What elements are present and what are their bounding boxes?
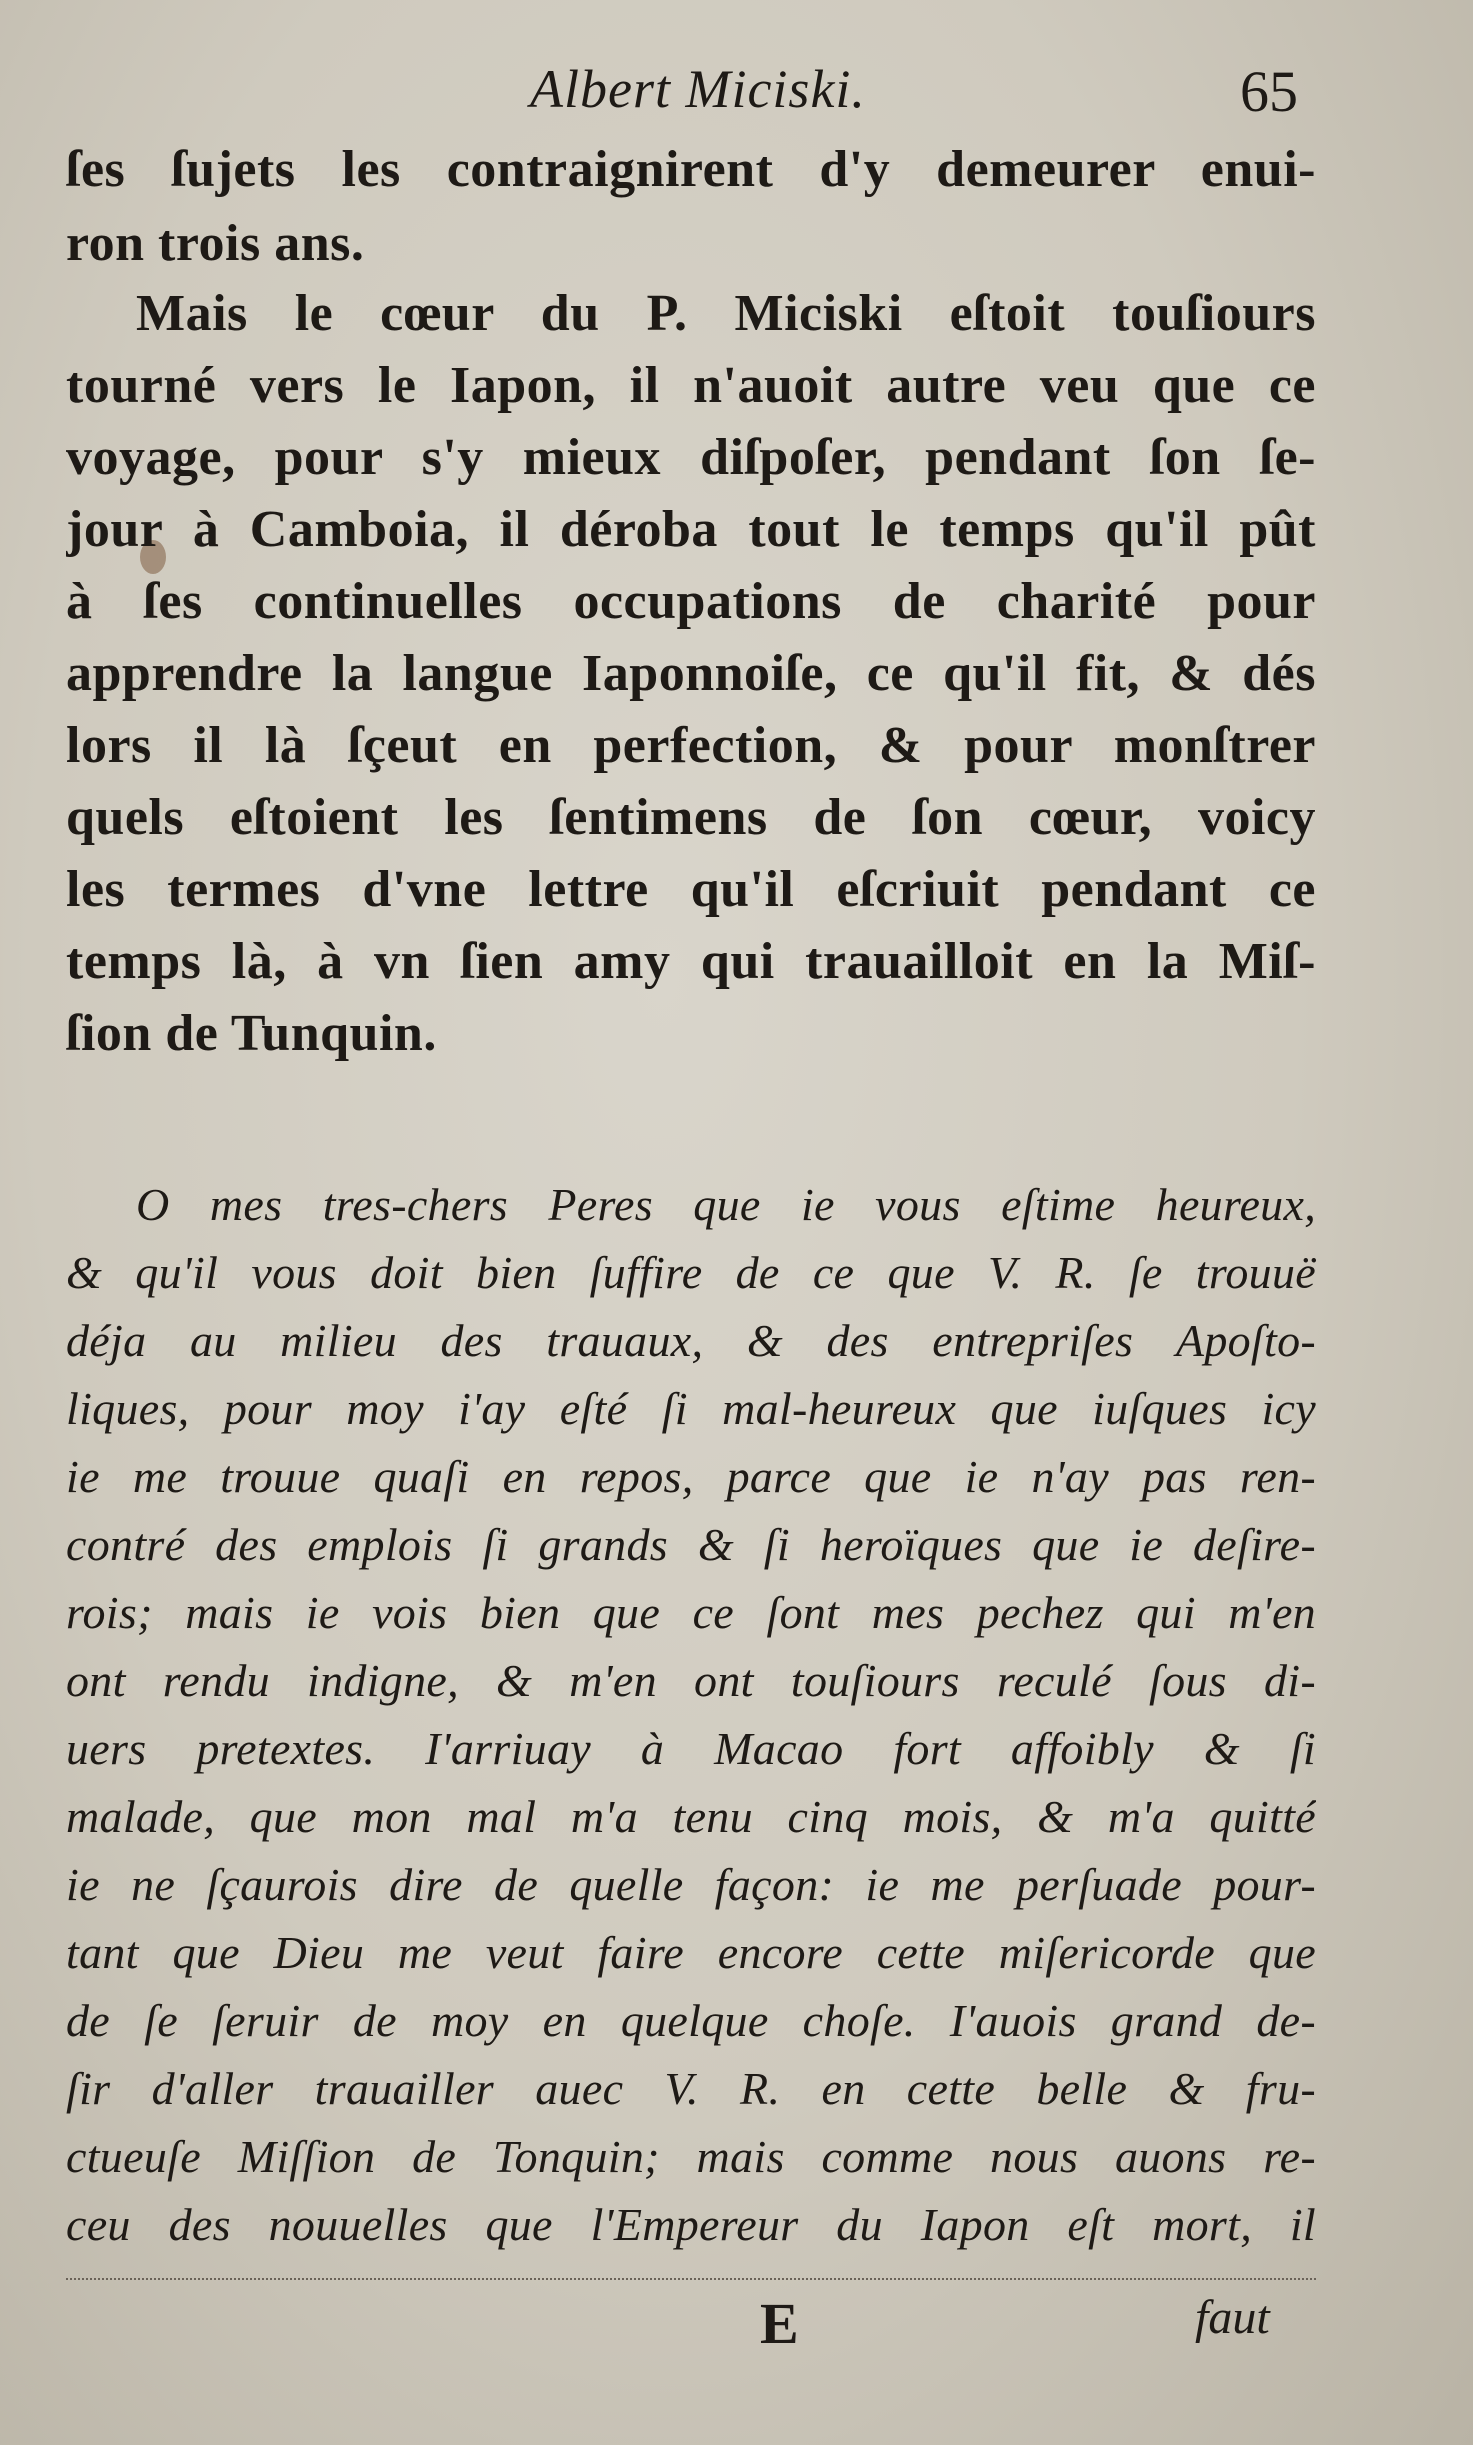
- text-line: jour à Camboia, il déroba tout le temps qu'il pût: [66, 501, 1316, 558]
- text-line: ctueuſe Miſſion de Tonquin; mais comme nous auons re-: [66, 2131, 1316, 2182]
- footer-rule: [66, 2278, 1316, 2280]
- running-title: Albert Miciski.: [530, 59, 866, 119]
- page-header: [0, 58, 1473, 128]
- text-line: ron trois ans.: [66, 215, 365, 272]
- signature-mark: E: [760, 2291, 799, 2356]
- text-line: ie ne ſçaurois dire de quelle façon: ie me perſuade pour-: [66, 1859, 1316, 1910]
- text-line: ſes ſujets les contraignirent d'y demeurer enui-: [66, 141, 1316, 198]
- text-line: quels eſtoient les ſentimens de ſon cœur, voicy: [66, 789, 1316, 846]
- text-line: tant que Dieu me veut faire encore cette miſericorde que: [66, 1927, 1316, 1978]
- page-number: 65: [1240, 59, 1298, 124]
- text-line: ceu des nouuelles que l'Empereur du Iapon eſt mort, il: [66, 2199, 1316, 2250]
- text-line: apprendre la langue Iaponnoiſe, ce qu'il fit, & dés: [66, 645, 1316, 702]
- text-line: uers pretextes. I'arriuay à Macao fort affoibly & ſi: [66, 1723, 1316, 1774]
- text-line: ie me trouue quaſi en repos, parce que ie n'ay pas ren-: [66, 1451, 1316, 1502]
- text-line: lors il là ſçeut en perfection, & pour monſtrer: [66, 717, 1316, 774]
- text-line: ſir d'aller trauailler auec V. R. en cette belle & fru-: [66, 2063, 1316, 2114]
- text-line: à ſes continuelles occupations de charité pour: [66, 573, 1316, 630]
- text-line: liques, pour moy i'ay eſté ſi mal-heureux que iuſques icy: [66, 1383, 1316, 1434]
- text-line: malade, que mon mal m'a tenu cinq mois, & m'a quitté: [66, 1791, 1316, 1842]
- text-line: temps là, à vn ſien amy qui trauailloit en la Miſ-: [66, 933, 1316, 990]
- text-line: tourné vers le Iapon, il n'auoit autre veu que ce: [66, 357, 1316, 414]
- text-line: rois; mais ie vois bien que ce ſont mes pechez qui m'en: [66, 1587, 1316, 1638]
- text-line: contré des emplois ſi grands & ſi heroïques que ie deſire-: [66, 1519, 1316, 1570]
- catchword: faut: [1195, 2291, 1270, 2344]
- text-line: de ſe ſeruir de moy en quelque choſe. I'auois grand de-: [66, 1995, 1316, 2046]
- text-line: déja au milieu des trauaux, & des entrepriſes Apoſto-: [66, 1315, 1316, 1366]
- text-line: & qu'il vous doit bien ſuffire de ce que V. R. ſe trouuë: [66, 1247, 1316, 1298]
- text-line: ſion de Tunquin.: [66, 1005, 437, 1062]
- text-line: les termes d'vne lettre qu'il eſcriuit pendant ce: [66, 861, 1316, 918]
- text-line: O mes tres-chers Peres que ie vous eſtime heureux,: [136, 1179, 1316, 1230]
- text-line: ont rendu indigne, & m'en ont touſiours reculé ſous di-: [66, 1655, 1316, 1706]
- text-line: voyage, pour s'y mieux diſpoſer, pendant ſon ſe-: [66, 429, 1316, 486]
- text-line: Mais le cœur du P. Miciski eſtoit touſiours: [136, 285, 1316, 342]
